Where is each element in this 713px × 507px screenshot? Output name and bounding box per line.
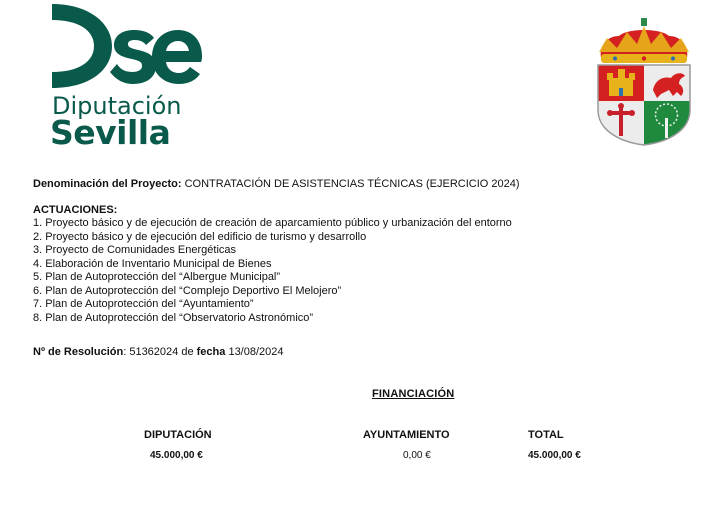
financing-title: FINANCIACIÓN	[372, 388, 455, 400]
resolution-de: de	[178, 346, 197, 358]
actuacion-item: 8. Plan de Autoprotección del “Observatorio Astronómico”	[33, 312, 314, 324]
financing-value-diputacion: 45.000,00 €	[150, 450, 203, 461]
resolution-number: 51362024	[129, 346, 179, 358]
dse-mark-icon	[50, 2, 202, 94]
actuacion-item: 2. Proyecto básico y de ejecución del edificio de turismo y desarrollo	[33, 231, 367, 243]
financing-value-ayuntamiento: 0,00 €	[403, 450, 431, 461]
financing-header-ayuntamiento: AYUNTAMIENTO	[363, 429, 450, 441]
project-label: Denominación del Proyecto:	[33, 178, 182, 190]
resolution-separator: :	[123, 346, 130, 358]
logo-text-sevilla: Sevilla	[50, 113, 171, 152]
actuacion-item: 3. Proyecto de Comunidades Energéticas	[33, 244, 237, 256]
coat-of-arms-icon	[593, 18, 695, 146]
castle-icon	[607, 69, 635, 96]
logo-text-diputacion: Diputación	[52, 92, 182, 120]
actuacion-item: 6. Plan de Autoprotección del “Complejo Deportivo El Melojero”	[33, 285, 342, 297]
financing-header-total: TOTAL	[528, 429, 564, 441]
financing-value-total: 45.000,00 €	[528, 450, 581, 461]
project-value: CONTRATACIÓN DE ASISTENCIAS TÉCNICAS (EJERCICIO 2024)	[181, 178, 520, 190]
actuacion-item: 7. Plan de Autoprotección del “Ayuntamiento”	[33, 298, 254, 310]
resolution-label: Nº de Resolución	[33, 346, 124, 358]
actuacion-item: 1. Proyecto básico y de ejecución de creación de aparcamiento público y urbanización del entorno	[33, 217, 512, 229]
resolution-date: 13/08/2024	[225, 346, 284, 358]
resolution-date-label: fecha	[196, 346, 226, 358]
crown-icon	[599, 18, 689, 63]
project-line	[33, 178, 520, 191]
actuacion-item: 5. Plan de Autoprotección del “Albergue Municipal”	[33, 271, 281, 283]
resolution-line	[33, 346, 284, 359]
actuaciones-heading: ACTUACIONES:	[33, 204, 118, 216]
financing-header-diputacion: DIPUTACIÓN	[144, 429, 212, 441]
actuacion-item: 4. Elaboración de Inventario Municipal de Bienes	[33, 258, 272, 270]
